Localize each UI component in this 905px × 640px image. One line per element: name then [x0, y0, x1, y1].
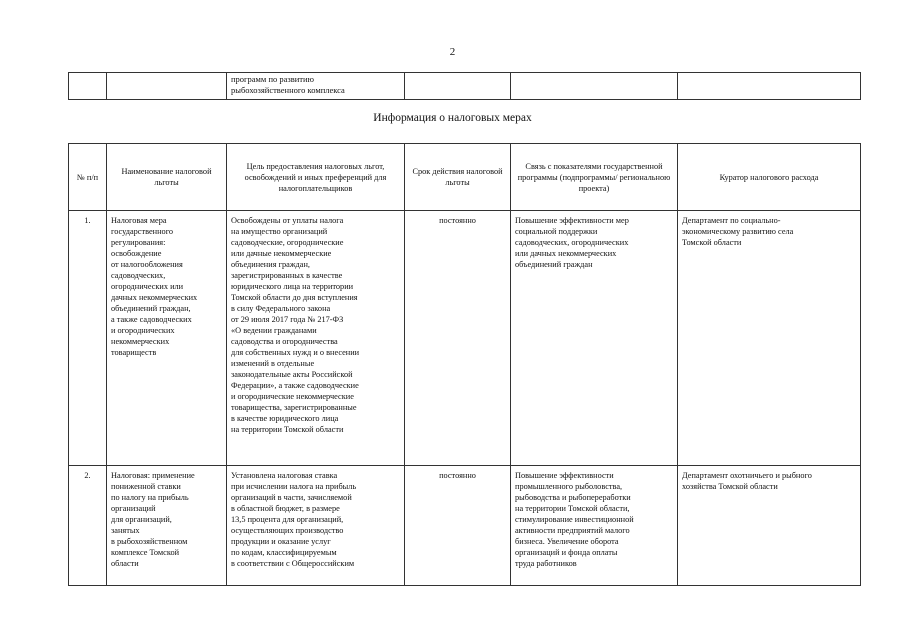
text-line: Повышение эффективности мер [515, 216, 629, 225]
text-line: объединения граждан, [231, 260, 310, 269]
text-line: от налогообложения [111, 260, 183, 269]
text-line: от 29 июля 2017 года № 217-ФЗ [231, 315, 344, 324]
text-line: Федерации», а также садоводческие [231, 381, 359, 390]
text-line: в качестве юридического лица [231, 414, 339, 423]
row-link [511, 466, 678, 586]
text-line: рыбоводства и рыбопереработки [515, 493, 631, 502]
text-line: пониженной ставки [111, 482, 181, 491]
row-curator [678, 211, 861, 466]
header-link: Связь с показателями государственной программы (подпрограммы/ региональною проекта) [511, 144, 678, 211]
page-number: 2 [449, 46, 456, 58]
text-line: занятых [111, 526, 140, 535]
text-line: социальной поддержки [515, 227, 598, 236]
text-line: программ по развитию [231, 74, 314, 84]
text-line: некоммерческих [111, 337, 170, 346]
text-line: юридического лица на территории [231, 282, 354, 291]
text-line: или дачных некоммерческих [515, 249, 617, 258]
text-line: по кодам, классифицируемым [231, 548, 337, 557]
text-line: для организаций, [111, 515, 172, 524]
text-line: товариществ [111, 348, 157, 357]
text-line: активности предприятий малого [515, 526, 630, 535]
text-line: в соответствии с Общероссийским [231, 559, 355, 568]
text-line: Налоговая мера [111, 216, 167, 225]
text-line: экономическому развитию села [682, 227, 794, 236]
text-line: Налоговая: применение [111, 471, 195, 480]
cell [511, 73, 678, 100]
text-line: и огороднических [111, 326, 175, 335]
text-line: дачных некоммерческих [111, 293, 198, 302]
text-line: организаций [111, 504, 156, 513]
text-line: законодательные акты Российской [231, 370, 353, 379]
text-line: Томской области до дня вступления [231, 293, 358, 302]
text-line: садоводческих, [111, 271, 166, 280]
header-goal: Цель предоставления налоговых льгот, освобождений и иных преференций для налогоплательщиков [227, 144, 405, 211]
cell-goal [227, 73, 405, 100]
text-line: стимулирование инвестиционной [515, 515, 634, 524]
text-line: по налогу на прибыль [111, 493, 189, 502]
row-num: 2. [69, 466, 107, 586]
text-line: осуществляющих производство [231, 526, 344, 535]
header-name: Наименование налоговой льготы [107, 144, 227, 211]
continuation-row [69, 73, 861, 100]
section-title: Информация о налоговых мерах [373, 112, 532, 124]
text-line: Томской области [682, 238, 742, 247]
text-line: а также садоводческих [111, 315, 192, 324]
header-row [69, 144, 861, 211]
text-line: объединений граждан, [111, 304, 191, 313]
text-line: или дачные некоммерческие [231, 249, 332, 258]
text-line: рыбохозяйственного комплекса [231, 85, 345, 95]
row-term: постоянно [405, 466, 511, 586]
text-line: садоводческие, огороднические [231, 238, 344, 247]
text-line: на территории Томской области [231, 425, 344, 434]
table-row [69, 466, 861, 586]
text-line: организаций в части, зачисляемой [231, 493, 352, 502]
text-line: Департамент охотничьего и рыбного [682, 471, 812, 480]
header-num: № п/п [69, 144, 107, 211]
cell [678, 73, 861, 100]
text-line: Установлена налоговая ставка [231, 471, 338, 480]
text-line: огороднических или [111, 282, 184, 291]
text-line: садоводства и огородничества [231, 337, 338, 346]
row-goal [227, 466, 405, 586]
text-line: в рыбохозяйственном [111, 537, 188, 546]
text-line: области [111, 559, 139, 568]
text-line: на территории Томской области, [515, 504, 630, 513]
continuation-table [68, 72, 861, 100]
text-line: «О ведении гражданами [231, 326, 317, 335]
text-line: промышленного рыболовства, [515, 482, 623, 491]
text-line: садоводческих, огороднических [515, 238, 629, 247]
text-line: продукции и оказание услуг [231, 537, 331, 546]
table-row [69, 211, 861, 466]
text-line: зарегистрированных в качестве [231, 271, 343, 280]
text-line: на имущество организаций [231, 227, 328, 236]
text-line: освобождение [111, 249, 162, 258]
row-num: 1. [69, 211, 107, 466]
text-line: в областной бюджет, в размере [231, 504, 340, 513]
row-term: постоянно [405, 211, 511, 466]
text-line: объединений граждан [515, 260, 593, 269]
row-link [511, 211, 678, 466]
row-curator [678, 466, 861, 586]
row-name [107, 211, 227, 466]
text-line: в силу Федерального закона [231, 304, 331, 313]
row-goal [227, 211, 405, 466]
cell [107, 73, 227, 100]
text-line: труда работников [515, 559, 577, 568]
row-name [107, 466, 227, 586]
header-term: Срок действия налоговой льготы [405, 144, 511, 211]
text-line: хозяйства Томской области [682, 482, 778, 491]
cell [69, 73, 107, 100]
text-line: Повышение эффективности [515, 471, 614, 480]
text-line: для собственных нужд и о внесении [231, 348, 360, 357]
text-line: регулирования: [111, 238, 166, 247]
text-line: 13,5 процента для организаций, [231, 515, 344, 524]
text-line: Освобождены от уплаты налога [231, 216, 344, 225]
cell [405, 73, 511, 100]
header-curator: Куратор налогового расхода [678, 144, 861, 211]
text-line: при исчислении налога на прибыль [231, 482, 357, 491]
text-line: и огороднические некоммерческие [231, 392, 354, 401]
text-line: организаций и фонда оплаты [515, 548, 618, 557]
text-line: государственного [111, 227, 174, 236]
text-line: Департамент по социально- [682, 216, 781, 225]
text-line: комплексе Томской [111, 548, 180, 557]
text-line: изменений в отдельные [231, 359, 315, 368]
text-line: товарищества, зарегистрированные [231, 403, 357, 412]
tax-measures-table [68, 143, 861, 586]
text-line: бизнеса. Увеличение оборота [515, 537, 619, 546]
